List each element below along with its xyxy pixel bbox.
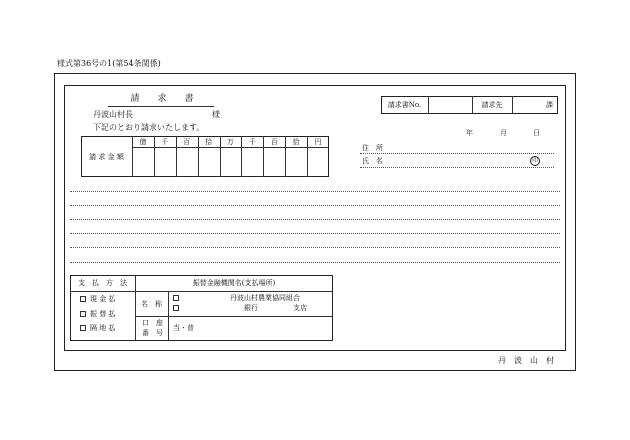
digit-value-4[interactable] xyxy=(220,147,242,177)
digit-header-6: 百 xyxy=(270,137,278,146)
method-remote-label: 隔 地 払 xyxy=(90,324,116,332)
digit-value-0[interactable] xyxy=(132,147,154,177)
bank-name-label: 名 称 xyxy=(141,299,162,308)
form-number-note: 様式第36号の1(第54条関係) xyxy=(57,59,161,68)
payment-header-line xyxy=(70,291,333,292)
date-month-label: 月 xyxy=(500,129,507,137)
payment-institution-header: 振替金融機関名(支払場所) xyxy=(192,279,276,287)
intro-text: 下記のとおり請求いたします。 xyxy=(93,123,205,132)
digit-divider-7 xyxy=(285,136,286,177)
seal-mark: 印 xyxy=(531,157,538,164)
digit-value-5[interactable] xyxy=(241,147,263,177)
amount-label: 請 求 金 額 xyxy=(89,152,124,161)
request-no-value[interactable] xyxy=(428,96,472,114)
digit-header-2: 百 xyxy=(183,137,191,146)
title-underline xyxy=(108,106,214,107)
payment-method-header: 支 払 方 法 xyxy=(78,279,127,287)
digit-divider-8 xyxy=(307,136,308,177)
branch-suffix: 支店 xyxy=(293,304,307,312)
name-line[interactable] xyxy=(360,167,554,168)
account-label-2: 番 号 xyxy=(142,329,163,337)
footer-issuer: 丹 波 山 村 xyxy=(498,356,554,365)
digit-divider-2 xyxy=(176,136,177,177)
digit-divider-1 xyxy=(154,136,155,177)
digit-divider-6 xyxy=(263,136,264,177)
digit-value-8[interactable] xyxy=(307,147,329,177)
bank-suffix: 銀行 xyxy=(244,304,258,312)
digit-divider-3 xyxy=(198,136,199,177)
digit-header-8: 円 xyxy=(314,137,322,146)
digit-header-4: 万 xyxy=(226,137,234,146)
digit-value-3[interactable] xyxy=(198,147,220,177)
date-year-label: 年 xyxy=(466,129,473,137)
detail-line-0[interactable] xyxy=(70,191,560,192)
method-cash[interactable] xyxy=(80,296,115,303)
address-label: 住 所 xyxy=(362,144,383,152)
digit-divider-5 xyxy=(241,136,242,177)
request-no-label: 請求書No. xyxy=(387,101,422,109)
payment-mid-line xyxy=(135,316,333,317)
date-day-label: 日 xyxy=(533,129,540,137)
digit-header-7: 拾 xyxy=(292,137,300,146)
method-transfer-label: 振 替 払 xyxy=(90,310,116,318)
address-line[interactable] xyxy=(360,153,554,154)
transfer-checkbox[interactable] xyxy=(80,311,86,317)
account-label-1: 口 座 xyxy=(142,319,163,327)
digit-divider-4 xyxy=(220,136,221,177)
method-remote[interactable] xyxy=(80,325,115,332)
request-to-label: 請求先 xyxy=(481,101,503,109)
digit-header-5: 千 xyxy=(248,137,256,146)
method-transfer[interactable] xyxy=(80,311,115,318)
addressee: 丹波山村長 xyxy=(93,110,133,119)
digit-value-7[interactable] xyxy=(285,147,307,177)
name-label: 氏 名 xyxy=(362,157,383,165)
digit-value-2[interactable] xyxy=(176,147,198,177)
addressee-honorific: 様 xyxy=(212,110,220,119)
digit-header-3: 拾 xyxy=(205,137,213,146)
detail-line-1[interactable] xyxy=(70,205,560,206)
digit-header-0: 億 xyxy=(139,137,147,146)
bank-line1: 丹波山村農業協同組合 xyxy=(230,294,300,302)
cash-checkbox[interactable] xyxy=(80,296,86,302)
digit-value-6[interactable] xyxy=(263,147,285,177)
detail-line-4[interactable] xyxy=(70,247,560,248)
detail-line-5[interactable] xyxy=(70,262,560,263)
digit-value-1[interactable] xyxy=(154,147,176,177)
section-label: 課 xyxy=(546,101,553,109)
digit-header-1: 千 xyxy=(161,137,169,146)
method-cash-label: 現 金 払 xyxy=(90,295,116,303)
remote-checkbox[interactable] xyxy=(80,325,86,331)
bank-checkbox-2[interactable] xyxy=(173,305,179,311)
detail-line-3[interactable] xyxy=(70,233,560,234)
bank-checkbox-1[interactable] xyxy=(173,295,179,301)
form-title: 請 求 書 xyxy=(130,94,194,104)
account-types: 当・普 xyxy=(173,324,194,332)
detail-line-2[interactable] xyxy=(70,219,560,220)
